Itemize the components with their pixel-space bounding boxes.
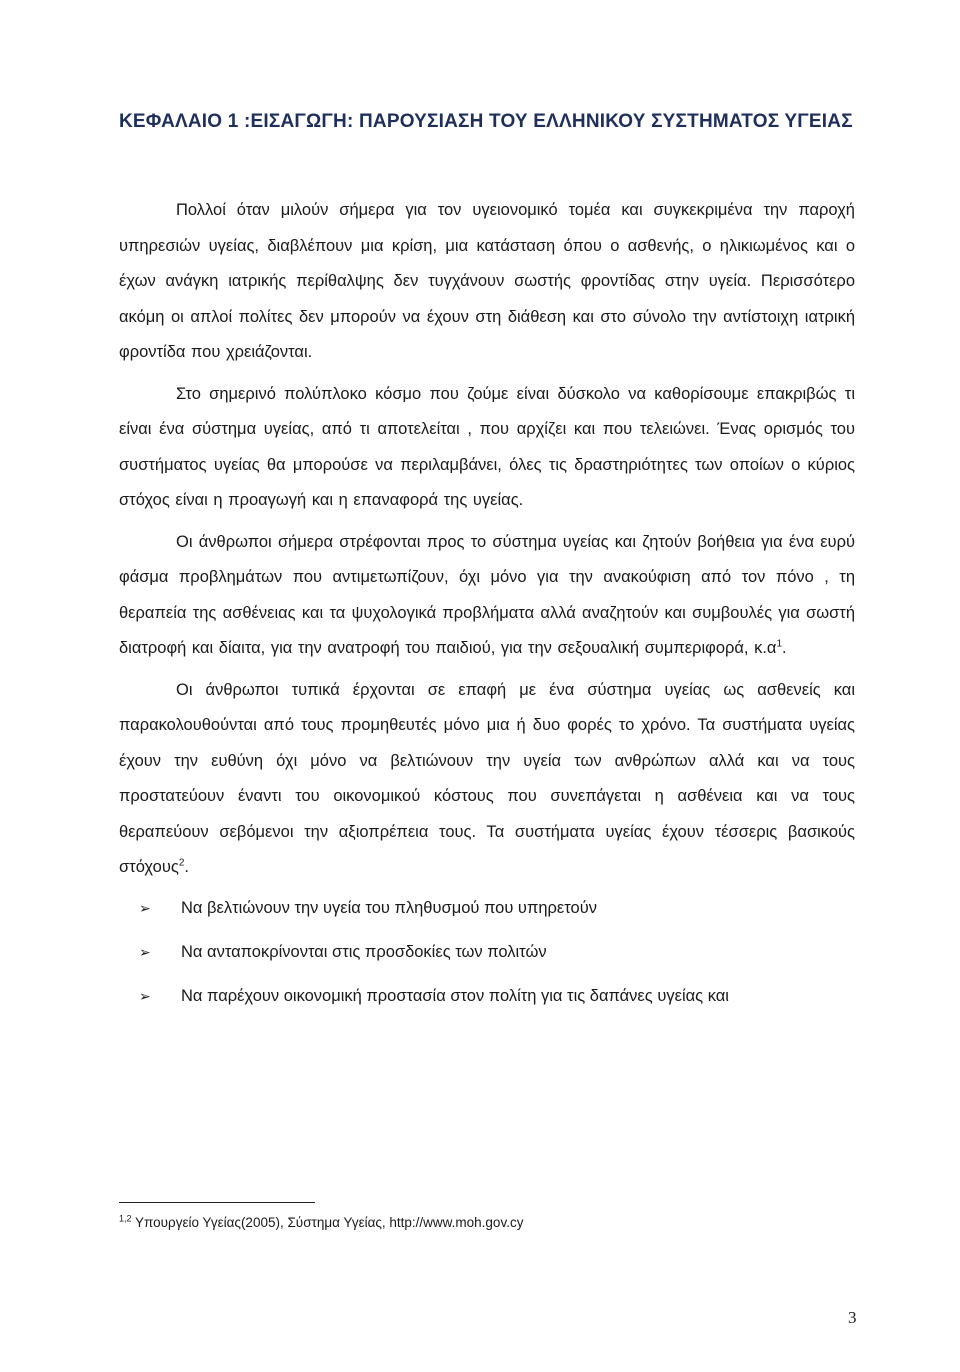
paragraph-2-text: Στο σημερινό πολύπλοκο κόσμο που ζούμε είναι δύσκολο να καθορίσουμε επακριβώς τι είναι ένα σύστημα υγείας, από τι αποτελείται , που αρχίζει και που τελειώνει. Ένας ορισμός του συστήματος υγείας θα μπορούσε να περιλαμβάνει, όλες τις δραστηριότητες των οποίων ο κύριος στόχος είναι η προαγωγή και η επαναφορά της υγείας.: [119, 384, 855, 509]
list-item-text: Να παρέχουν οικονομική προστασία στον πολίτη για τις δαπάνες υγείας και: [181, 986, 729, 1005]
arrow-bullet-icon: ➢: [139, 899, 151, 916]
goals-list: [119, 896, 855, 1008]
footnote-text: Υπουργείο Υγείας(2005), Σύστημα Υγείας, http://www.moh.gov.cy: [131, 1215, 524, 1230]
arrow-bullet-icon: ➢: [139, 943, 151, 960]
list-item-text: Να ανταποκρίνονται στις προσδοκίες των πολιτών: [181, 942, 547, 961]
document-page: [119, 104, 855, 1028]
footnote: [119, 1213, 523, 1233]
list-item: [139, 940, 855, 964]
paragraph-4: [119, 673, 855, 886]
paragraph-3: [119, 525, 855, 667]
footnote-ref-2: 2: [178, 857, 185, 869]
paragraph-1: [119, 193, 855, 371]
list-item-text: Να βελτιώνουν την υγεία του πληθυσμού που υπηρετούν: [181, 898, 597, 917]
paragraph-4-tail: .: [184, 858, 189, 876]
paragraph-3-text: Οι άνθρωποι σήμερα στρέφονται προς το σύστημα υγείας και ζητούν βοήθεια για ένα ευρύ φάσμα προβλημάτων που αντιμετωπίζουν, όχι μόνο για την ανακούφιση από τον πόνο , τη θεραπεία της ασθένειας και τα ψυχολογικά προβλήματα αλλά αναζητούν και συμβουλές για σωστή διατροφή και δίαιτα, για την ανατροφή του παιδιού, για την σεξουαλική συμπεριφορά, κ.α: [119, 532, 855, 657]
arrow-bullet-icon: ➢: [139, 987, 151, 1004]
paragraph-2: [119, 377, 855, 519]
list-item: [139, 896, 855, 920]
page-number: 3: [848, 1308, 857, 1327]
chapter-heading: ΚΕΦΑΛΑΙΟ 1 :ΕΙΣΑΓΩΓΗ: ΠΑΡΟΥΣΙΑΣΗ ΤΟΥ ΕΛΛΗΝΙΚΟΥ ΣΥΣΤΗΜΑΤΟΣ ΥΓΕΙΑΣ: [119, 111, 853, 132]
paragraph-3-tail: .: [782, 639, 787, 657]
list-item: [139, 984, 855, 1008]
footnote-ref-1: 1: [776, 638, 783, 650]
paragraph-4-text: Οι άνθρωποι τυπικά έρχονται σε επαφή με ένα σύστημα υγείας ως ασθενείς και παρακολουθούνται από τους προμηθευτές μόνο μια ή δυο φορές το χρόνο. Τα συστήματα υγείας έχουν την ευθύνη όχι μόνο να βελτιώνουν την υγεία των ανθρώπων αλλά και να τους προστατεύουν έναντι του οικονομικού κόστους που συνεπάγεται η ασθένεια και να τους θεραπεύουν σεβόμενοι την αξιοπρέπεια τους. Τα συστήματα υγείας έχουν τέσσερις βασικούς στόχους: [119, 680, 855, 876]
footnote-marker: 1,2: [119, 1213, 132, 1224]
paragraph-1-text: Πολλοί όταν μιλούν σήμερα για τον υγειονομικό τομέα και συγκεκριμένα την παροχή υπηρεσιών υγείας, διαβλέπουν μια κρίση, μια κατάσταση όπου ο ασθενής, ο ηλικιωμένος και ο έχων ανάγκη ιατρικής περίθαλψης δεν τυγχάνουν σωστής φροντίδας στην υγεία. Περισσότερο ακόμη οι απλοί πολίτες δεν μπορούν να έχουν στη διάθεση και στο σύνολο την αντίστοιχη ιατρική φροντίδα που χρειάζονται.: [119, 201, 855, 361]
footnote-divider: [119, 1202, 315, 1203]
